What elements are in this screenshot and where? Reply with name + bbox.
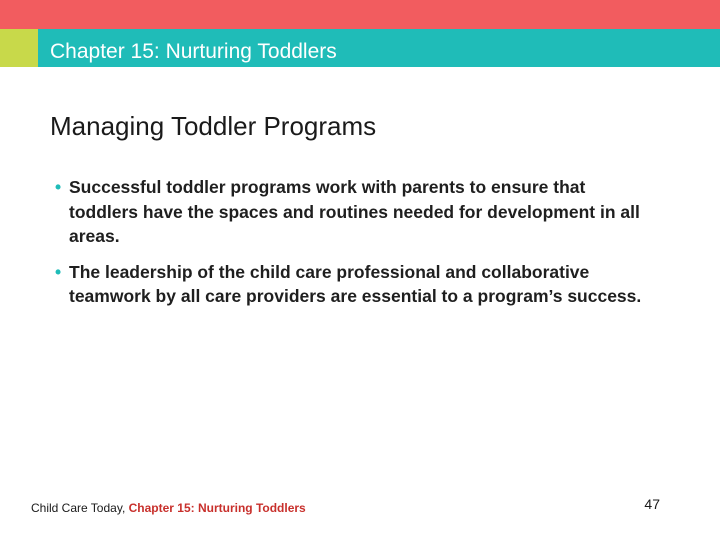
slide-footer [31,500,306,516]
header-left-accent [0,29,38,67]
footer-chapter: Chapter 15: Nurturing Toddlers [128,501,306,515]
bullet-marker: • [55,177,62,197]
bullet-marker: • [55,261,62,282]
slide-title: Managing Toddler Programs [50,111,377,141]
bullet-item [55,260,655,309]
chapter-header-title: Chapter 15: Nurturing Toddlers [50,40,337,63]
footer-book-title: Child Care Today, [31,501,129,515]
page-number: 47 [644,496,660,512]
top-color-bar [0,0,720,29]
bullet-list [55,175,655,320]
bullet-item [55,175,655,249]
bullet-text: Successful toddler programs work with parents to ensure that toddlers have the spaces and routines needed for development in all areas. [69,177,640,246]
bullet-text: The leadership of the child care professional and collaborative teamwork by all care providers are essential to a program’s success. [69,261,642,306]
